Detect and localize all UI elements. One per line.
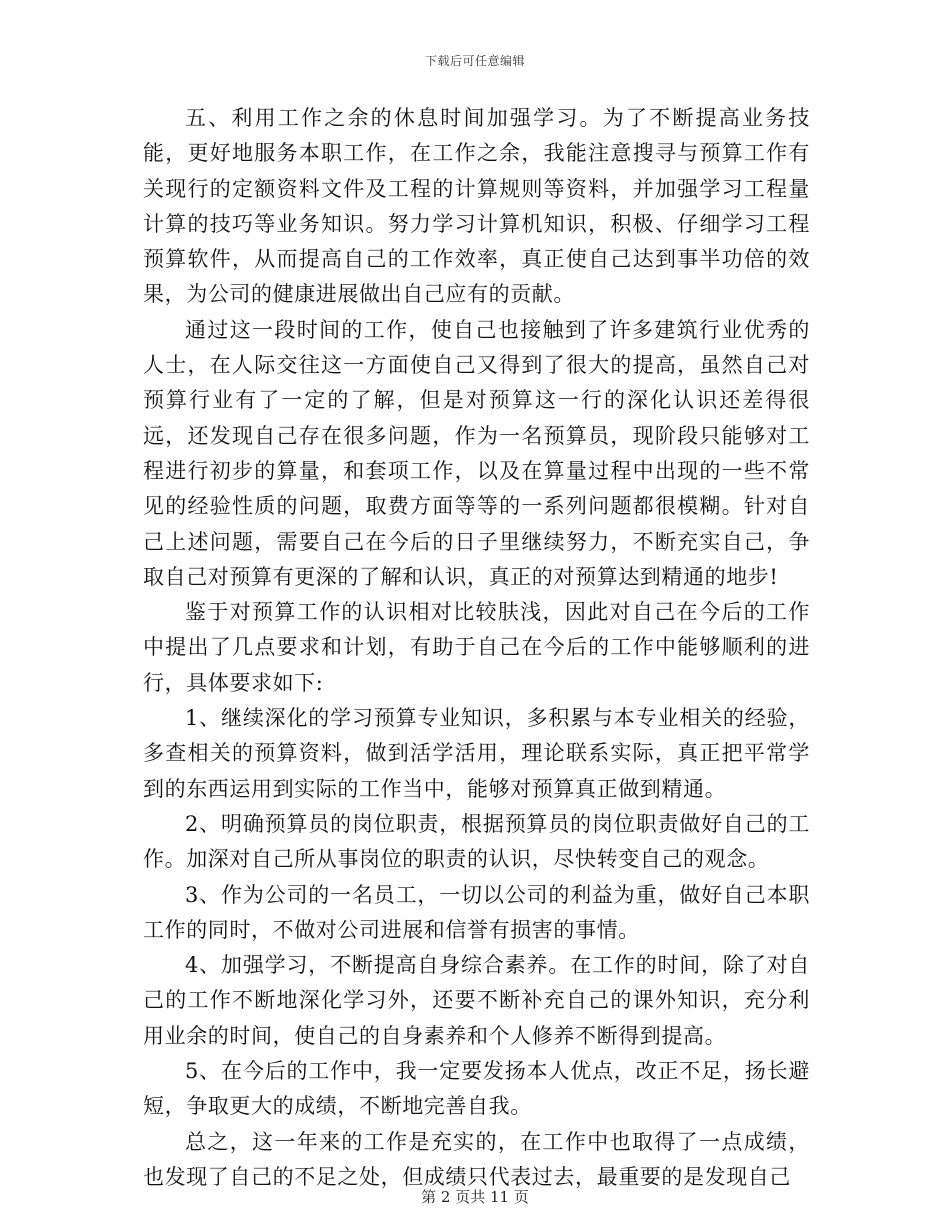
paragraph-plan-intro: 鉴于对预算工作的认识相对比较肤浅，因此对自己在今后的工作中提出了几点要求和计划，有助于自己在今后的工作中能够顺利的进行，具体要求如下: [143, 600, 810, 695]
paragraph-requirement-1: 1、继续深化的学习预算专业知识，多积累与本专业相关的经验，多查相关的预算资料，做到活学活用，理论联系实际，真正把平常学到的东西运用到实际的工作当中，能够对预算真正做到精通。 [143, 706, 810, 801]
paragraph-conclusion: 总之，这一年来的工作是充实的，在工作中也取得了一点成绩，也发现了自己的不足之处，但成绩只代表过去，最重要的是发现自己 [143, 1129, 810, 1189]
page-header-note: 下载后可任意编辑 [424, 54, 525, 68]
paragraph-requirement-5: 5、在今后的工作中，我一定要发扬本人优点，改正不足，扬长避短，争取更大的成绩，不断地完善自我。 [143, 1059, 810, 1119]
paragraph-requirement-2: 2、明确预算员的岗位职责，根据预算员的岗位职责做好自己的工作。加深对自己所从事岗位的职责的认识，尽快转变自己的观念。 [143, 811, 810, 872]
paragraph-learning: 五、利用工作之余的休息时间加强学习。为了不断提高业务技能，更好地服务本职工作，在工作之余，我能注意搜寻与预算工作有关现行的定额资料文件及工程的计算规则等资料，并加强学习工程量计算的技巧等业务知识。努力学习计算机知识，积极、仔细学习工程预算软件，从而提高自己的工作效率，真正使自己达到事半功倍的效果，为公司的健康进展做出自己应有的贡献。 [143, 106, 810, 307]
paragraph-requirement-3: 3、作为公司的一名员工，一切以公司的利益为重，做好自己本职工作的同时，不做对公司进展和信誉有损害的事情。 [143, 882, 810, 942]
paragraph-requirement-4: 4、加强学习，不断提高自身综合素养。在工作的时间，除了对自己的工作不断地深化学习外，还要不断补充自己的课外知识，充分利用业余的时间，使自己的自身素养和个人修养不断得到提高。 [143, 953, 810, 1048]
paragraph-experience: 通过这一段时间的工作，使自己也接触到了许多建筑行业优秀的人士，在人际交往这一方面使自己又得到了很大的提高，虽然自己对预算行业有了一定的了解，但是对预算这一行的深化认识还差得很远，还发现自己存在很多问题，作为一名预算员，现阶段只能够对工程进行初步的算量，和套项工作，以及在算量过程中出现的一些不常见的经验性质的问题，取费方面等等的一系列问题都很模糊。针对自己上述问题，需要自己在今后的日子里继续努力，不断充实自己，争取自己对预算有更深的了解和认识，真正的对预算达到精通的地步! [143, 317, 810, 589]
document-body [143, 101, 810, 1195]
page-number: 第 2 页共 11 页 [421, 1188, 529, 1206]
